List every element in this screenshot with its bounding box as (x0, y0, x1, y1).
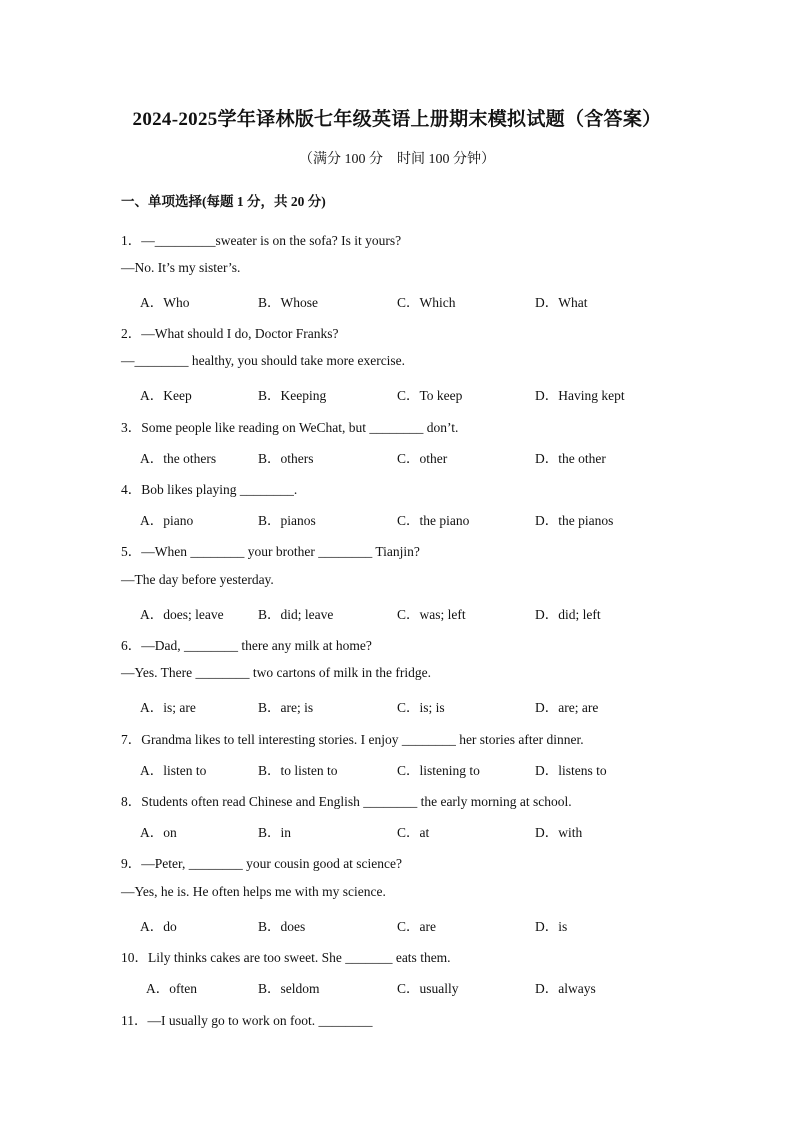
question-7-stem: 7．Grandma likes to tell interesting stories. I enjoy ________ her stories after dinner. (121, 732, 584, 747)
option-d: D．the pianos (535, 513, 614, 528)
option-c: C．other (397, 451, 448, 466)
option-a: A．the others (140, 451, 217, 466)
option-d: D．listens to (535, 763, 607, 778)
question-5-options (140, 603, 700, 623)
option-b: B．in (258, 825, 292, 840)
option-a: A．piano (140, 513, 194, 528)
question-9-response: —Yes, he is. He often helps me with my science. (121, 884, 386, 899)
question-6-options (140, 696, 700, 716)
option-a: A．do (140, 919, 177, 934)
option-d: D．Having kept (535, 388, 625, 403)
option-d: D．did; left (535, 607, 601, 622)
page-title: 2024-2025学年译林版七年级英语上册期末模拟试题（含答案） (132, 109, 662, 130)
option-a: A．listen to (140, 763, 207, 778)
question-2-response: —________ healthy, you should take more exercise. (121, 353, 406, 368)
question-10-options (146, 977, 706, 997)
question-8-stem: 8．Students often read Chinese and English ________ the early morning at school. (121, 794, 572, 809)
question-5-response: —The day before yesterday. (121, 572, 274, 587)
question-6-response: —Yes. There ________ two cartons of milk in the fridge. (121, 665, 431, 680)
option-a: A．on (140, 825, 177, 840)
option-c: C．is; is (397, 700, 445, 715)
option-b: B．does (258, 919, 306, 934)
option-c: C．usually (397, 981, 459, 996)
question-1-stem: 1．—_________sweater is on the sofa? Is it yours? (121, 233, 402, 248)
section-heading: 一、单项选择(每题 1 分，共 20 分) (121, 194, 326, 209)
question-3-options (140, 447, 700, 467)
question-2-options (140, 384, 700, 404)
option-c: C．To keep (397, 388, 463, 403)
question-6-stem: 6．—Dad, ________ there any milk at home? (121, 638, 372, 653)
question-9-stem: 9．—Peter, ________ your cousin good at science? (121, 856, 403, 871)
option-c: C．are (397, 919, 436, 934)
question-11-stem: 11．—I usually go to work on foot. ________ (121, 1013, 373, 1028)
option-b: B．are; is (258, 700, 314, 715)
option-b: B．Whose (258, 295, 318, 310)
option-b: B．to listen to (258, 763, 338, 778)
exam-info: （满分 100 分 时间 100 分钟） (299, 152, 495, 167)
option-c: C．listening to (397, 763, 480, 778)
option-d: D．the other (535, 451, 606, 466)
option-a: A．does; leave (140, 607, 224, 622)
option-d: D．with (535, 825, 583, 840)
option-b: B．Keeping (258, 388, 327, 403)
option-d: D．What (535, 295, 588, 310)
option-c: C．the piano (397, 513, 470, 528)
option-c: C．Which (397, 295, 456, 310)
question-1-options (140, 291, 700, 311)
question-10-stem: 10．Lily thinks cakes are too sweet. She _______ eats them. (121, 950, 451, 965)
option-b: B．others (258, 451, 314, 466)
option-d: D．always (535, 981, 596, 996)
option-c: C．was; left (397, 607, 466, 622)
option-a: A．Keep (140, 388, 192, 403)
option-b: B．seldom (258, 981, 320, 996)
option-b: B．did; leave (258, 607, 334, 622)
question-3-stem: 3．Some people like reading on WeChat, but ________ don’t. (121, 420, 459, 435)
question-4-stem: 4．Bob likes playing ________. (121, 482, 298, 497)
option-d: D．are; are (535, 700, 599, 715)
option-a: A．is; are (140, 700, 196, 715)
option-b: B．pianos (258, 513, 316, 528)
option-a: A．often (146, 981, 197, 996)
question-9-options (140, 915, 700, 935)
question-2-stem: 2．—What should I do, Doctor Franks? (121, 326, 339, 341)
question-8-options (140, 821, 700, 841)
question-4-options (140, 509, 700, 529)
question-5-stem: 5．—When ________ your brother ________ Tianjin? (121, 544, 420, 559)
option-a: A．Who (140, 295, 190, 310)
option-c: C．at (397, 825, 430, 840)
option-d: D．is (535, 919, 568, 934)
question-1-response: —No. It’s my sister’s. (121, 260, 241, 275)
question-7-options (140, 759, 700, 779)
